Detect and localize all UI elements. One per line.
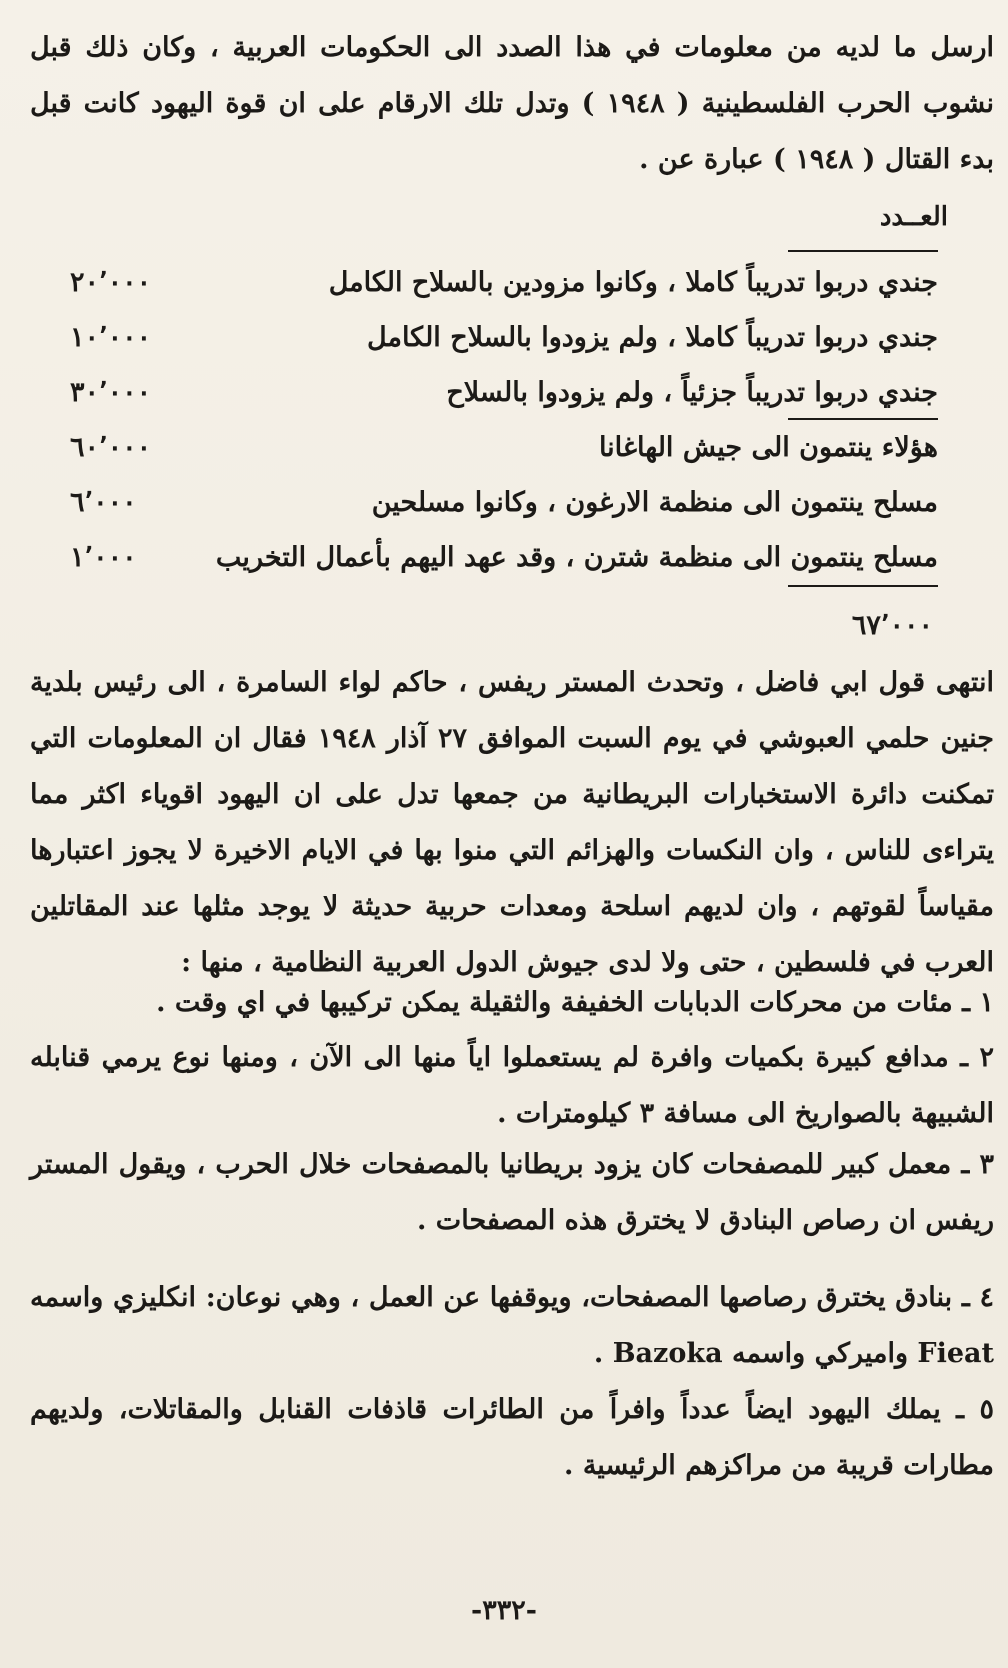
- table-row: [40, 365, 978, 420]
- intro-paragraph: ارسل ما لديه من معلومات في هذا الصدد الى الحكومات العربية ، وكان ذلك قبل نشوب الحرب الفلسطينية ( ١٩٤٨ ) وتدل تلك الارقام على ان قوة اليهود كانت قبل بدء القتال ( ١٩٤٨ ) عبارة عن .: [30, 32, 994, 175]
- row-number: ٣٠٬٠٠٠: [70, 377, 152, 408]
- column-header: العــدد: [879, 202, 948, 232]
- table-row: [40, 310, 978, 365]
- row-description: جندي دربوا تدريباً جزئياً ، ولم يزودوا بالسلاح: [446, 377, 938, 408]
- list-item: ٢ ـ مدافع كبيرة بكميات وافرة لم يستعملوا اياً منها الى الآن ، ومنها نوع يرمي قنابله الشبيهة بالصواريخ الى مسافة ٣ كيلومترات .: [30, 1042, 994, 1129]
- table-row: [40, 530, 978, 585]
- list-item: ٣ ـ معمل كبير للمصفحات كان يزود بريطانيا بالمصفحات خلال الحرب ، ويقول المستر ريفس ان رصاص البنادق لا يخترق هذه المصفحات .: [30, 1149, 994, 1236]
- row-number: ٦٠٬٠٠٠: [70, 432, 152, 463]
- total-rule: [788, 585, 938, 587]
- forces-table-1: [40, 255, 978, 420]
- page-number: -٣٣٢-: [471, 1595, 537, 1626]
- table-row: [40, 475, 978, 530]
- forces-table-2: [40, 420, 978, 585]
- row-number: ١٠٬٠٠٠: [70, 322, 152, 353]
- row-description: جندي دربوا تدريباً كاملا ، وكانوا مزودين بالسلاح الكامل: [328, 267, 938, 298]
- row-description: مسلح ينتمون الى منظمة الارغون ، وكانوا مسلحين: [371, 487, 938, 518]
- row-number: ١٬٠٠٠: [70, 542, 137, 573]
- row-number: ٦٬٠٠٠: [70, 487, 137, 518]
- table-row: [40, 255, 978, 310]
- row-description: مسلح ينتمون الى منظمة شترن ، وقد عهد اليهم بأعمال التخريب: [215, 542, 938, 573]
- row-description: جندي دربوا تدريباً كاملا ، ولم يزودوا بالسلاح الكامل: [367, 322, 938, 353]
- reeves-paragraph: انتهى قول ابي فاضل ، وتحدث المستر ريفس ، حاكم لواء السامرة ، الى رئيس بلدية جنين حلمي العبوشي في يوم السبت الموافق ٢٧ آذار ١٩٤٨ فقال ان المعلومات التي تمكنت دائرة الاستخبارات البريطانية من جمعها تدل على ان اليهود اقوياء اكثر مما يتراءى للناس ، وان النكسات والهزائم التي منوا بها في الايام الاخيرة لا يجوز اعتبارها مقياساً لقوتهم ، وان لديهم اسلحة ومعدات حربية حديثة لا يوجد مثلها عند المقاتلين العرب في فلسطين ، حتى ولا لدى جيوش الدول العربية النظامية ، منها :: [30, 667, 994, 978]
- row-description: هؤلاء ينتمون الى جيش الهاغانا: [598, 432, 938, 463]
- row-number: ٢٠٬٠٠٠: [70, 267, 152, 298]
- list-item: ٥ ـ يملك اليهود ايضاً عدداً وافراً من الطائرات قاذفات القنابل والمقاتلات، ولديهم مطارات قريبة من مراكزهم الرئيسية .: [30, 1394, 994, 1481]
- header-rule: [788, 250, 938, 252]
- table-row: [40, 420, 978, 475]
- total-value: ٦٧٬٠٠٠: [851, 610, 933, 641]
- list-item: ١ ـ مئات من محركات الدبابات الخفيفة والثقيلة يمكن تركيبها في اي وقت .: [156, 987, 994, 1018]
- list-item: ٤ ـ بنادق يخترق رصاصها المصفحات، ويوقفها عن العمل ، وهي نوعان: انكليزي واسمه Fieat واميركي واسمه Bazoka .: [30, 1282, 994, 1369]
